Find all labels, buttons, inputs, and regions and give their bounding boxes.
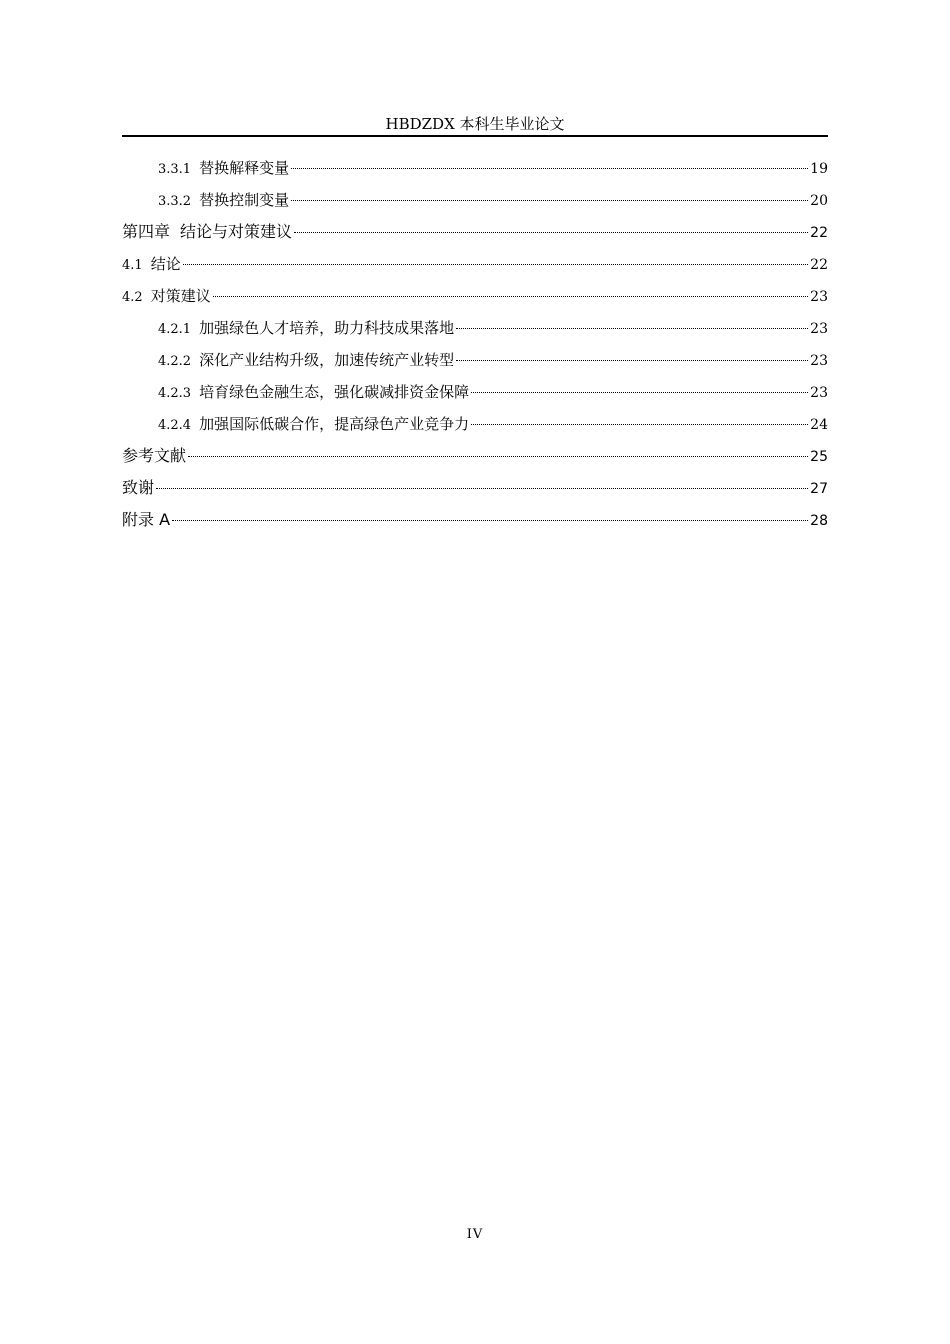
toc-entry-page: 23: [810, 321, 828, 337]
toc-entry-4-2-4[interactable]: [122, 412, 828, 444]
toc-entry-page: 22: [810, 225, 828, 241]
toc-dot-leader: [471, 392, 808, 393]
toc-entry-title: 深化产业结构升级，加速传统产业转型: [199, 351, 455, 369]
toc-entry-page: 24: [810, 417, 828, 433]
toc-dot-leader: [471, 424, 808, 425]
table-of-contents: [122, 156, 828, 540]
running-header: HBDZDX 本科生毕业论文: [385, 115, 565, 133]
toc-entry-page: 25: [810, 449, 828, 465]
toc-entry-title: 致谢: [122, 478, 155, 497]
toc-entry-page: 23: [810, 289, 828, 305]
toc-entry-page: 27: [810, 481, 828, 497]
toc-entry-page: 20: [810, 193, 828, 209]
toc-dot-leader: [188, 456, 808, 457]
toc-entry-number: 3.3.1: [158, 162, 192, 177]
toc-dot-leader: [456, 328, 808, 329]
toc-dot-leader: [183, 264, 808, 265]
toc-entry-page: 23: [810, 385, 828, 401]
toc-entry-title: 结论与对策建议: [180, 222, 293, 241]
toc-entry-number: 4.2.4: [158, 418, 192, 433]
toc-entry-number: 第四章: [122, 222, 171, 241]
toc-entry-title: 替换控制变量: [199, 191, 290, 209]
toc-entry-4-2-3[interactable]: [122, 380, 828, 412]
toc-entry-references[interactable]: [122, 444, 828, 476]
toc-entry-title: 加强国际低碳合作，提高绿色产业竞争力: [199, 415, 470, 433]
toc-entry-title: 培育绿色金融生态，强化碳减排资金保障: [199, 383, 470, 401]
toc-dot-leader: [456, 360, 808, 361]
toc-entry-4-2[interactable]: [122, 284, 828, 316]
toc-entry-number: 3.3.2: [158, 194, 192, 209]
toc-entry-appendix-a[interactable]: [122, 508, 828, 540]
toc-entry-page: 19: [810, 161, 828, 177]
toc-entry-title: 对策建议: [150, 287, 211, 305]
toc-entry-title: 参考文献: [122, 446, 187, 465]
toc-entry-4-2-1[interactable]: [122, 316, 828, 348]
toc-entry-4-2-2[interactable]: [122, 348, 828, 380]
toc-entry-page: 22: [810, 257, 828, 273]
toc-entry-4-1[interactable]: [122, 252, 828, 284]
toc-entry-number: 4.2: [122, 290, 143, 305]
toc-entry-title: 替换解释变量: [199, 159, 290, 177]
toc-entry-title: 附录 A: [122, 510, 171, 529]
toc-dot-leader: [213, 296, 808, 297]
toc-entry-number: 4.2.3: [158, 386, 192, 401]
toc-entry-number: 4.2.1: [158, 322, 192, 337]
toc-dot-leader: [156, 488, 808, 489]
toc-dot-leader: [291, 200, 808, 201]
page-number: IV: [466, 1227, 484, 1242]
toc-entry-3-3-2[interactable]: [122, 188, 828, 220]
toc-entry-title: 结论: [150, 255, 181, 273]
toc-dot-leader: [294, 232, 808, 233]
toc-entry-page: 23: [810, 353, 828, 369]
toc-entry-chapter-4[interactable]: [122, 220, 828, 252]
toc-entry-3-3-1[interactable]: [122, 156, 828, 188]
toc-entry-title: 加强绿色人才培养，助力科技成果落地: [199, 319, 455, 337]
toc-entry-page: 28: [810, 513, 828, 529]
toc-entry-number: 4.2.2: [158, 354, 192, 369]
header-rule: [122, 135, 828, 137]
toc-dot-leader: [172, 520, 808, 521]
toc-entry-number: 4.1: [122, 258, 143, 273]
toc-entry-acknowledgements[interactable]: [122, 476, 828, 508]
toc-dot-leader: [291, 168, 808, 169]
